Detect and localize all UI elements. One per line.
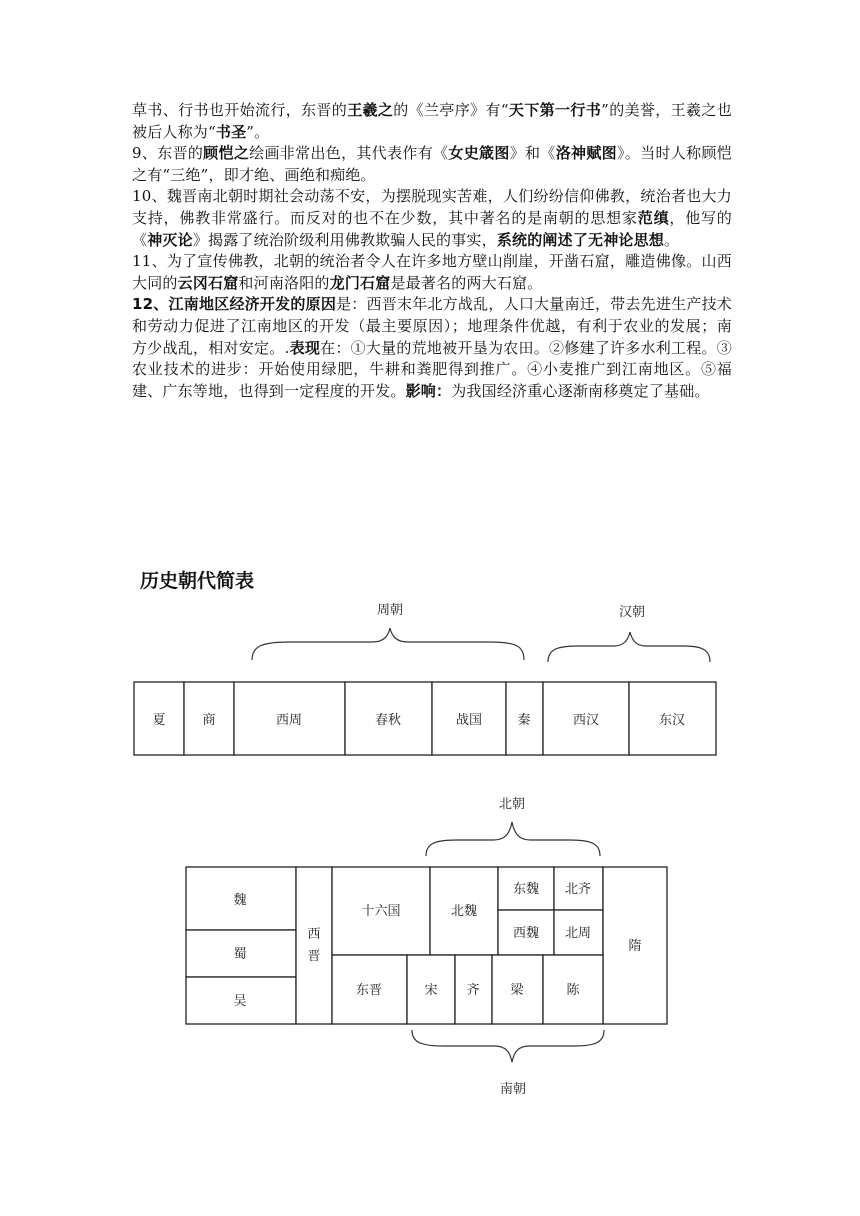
label-shiliuguo: 十六国 [361, 904, 401, 919]
label-xia: 夏 [152, 713, 166, 728]
note-paragraph [132, 143, 732, 186]
bold-text: 王羲之 [347, 101, 394, 119]
label-sui: 隋 [628, 939, 642, 954]
bold-text: 12、江南地区经济开发的原因 [132, 295, 337, 314]
text-run: 和河南洛阳的 [238, 273, 330, 292]
text-run: ”。 [246, 122, 270, 141]
text-run: 为我国经济重心逐渐南移奠定了基础。 [451, 381, 710, 400]
bold-text: 龙门石窟 [329, 273, 391, 292]
label-chen: 陈 [566, 983, 580, 998]
label-xihan: 西汉 [572, 713, 600, 728]
label-wu: 吴 [233, 994, 247, 1009]
han-brace-label: 汉朝 [618, 605, 646, 620]
label-qi: 齐 [466, 983, 480, 998]
label-beiqi: 北齐 [564, 882, 592, 897]
text-run: 草书、行书也开始流行，东晋的 [132, 101, 348, 119]
label-beizhou: 北周 [564, 926, 592, 941]
north-brace [426, 822, 600, 856]
bold-text: 天下第一行书 [508, 101, 602, 119]
text-run: 的《兰亭序》有“ [393, 101, 509, 119]
bold-text: 表现 [289, 338, 321, 357]
note-paragraph [132, 294, 732, 402]
bold-text: 云冈石窟 [177, 273, 239, 292]
text-run: 是最著名的两大石窟。 [390, 273, 543, 292]
label-xijin-2: 晋 [307, 949, 321, 964]
text-run: 10、魏晋南北朝时期社会动荡不安，为摆脱现实苦难，人们纷纷信仰佛教，统治者也大力支持，佛教非常盛行。而反对的也不在少数，其中著名的是南朝的思想家 [132, 187, 732, 227]
han-brace [548, 632, 710, 662]
label-dongwei: 东魏 [512, 882, 540, 897]
text-run: ，他写的《 [132, 208, 733, 249]
text-run: 。 [664, 230, 680, 249]
south-brace [412, 1030, 604, 1062]
bold-text: 范缜 [637, 208, 670, 227]
label-chunqiu: 春秋 [374, 713, 402, 728]
label-qin: 秦 [517, 713, 531, 728]
label-liang: 梁 [510, 983, 524, 998]
cell-xijin [296, 867, 332, 1024]
bold-text: 影响： [405, 381, 452, 400]
bold-text: 系统的阐述了无神论思想 [496, 230, 665, 249]
bold-text: 神灭论 [147, 230, 193, 249]
label-xijin-1: 西 [307, 927, 321, 942]
bold-text: 女史箴图 [448, 144, 510, 163]
south-brace-label: 南朝 [499, 1082, 527, 1097]
text-run: 在：①大量的荒地被开垦为农田。②修建了许多水利工程。③农业技术的进步：开始使用绿肥，牛耕和粪肥得到推广。④小麦推广到江南地区。⑤福建、广东等地，也得到一定程度的开发。 [132, 338, 732, 400]
text-run: 》。当时人称顾恺之有“三绝”，即才绝、画绝和痴绝。 [132, 144, 732, 184]
label-donghan: 东汉 [658, 713, 686, 728]
text-run: 》和《 [509, 144, 556, 163]
zhou-brace-label: 周朝 [376, 603, 404, 618]
label-wei: 魏 [233, 893, 247, 908]
zhou-brace [252, 628, 524, 660]
text-run: 11、为了宣传佛教，北朝的统治者令人在许多地方壁山削崖，开凿石窟，雕造佛像。山西大同的 [132, 252, 732, 292]
text-run: 》揭露了统治阶级利用佛教欺骗人民的事实， [192, 230, 497, 249]
north-brace-label: 北朝 [498, 797, 526, 812]
label-song: 宋 [424, 983, 438, 998]
label-dongjin: 东晋 [355, 983, 383, 998]
bold-text: 洛神赋图 [555, 144, 617, 163]
text-run: ”的美誉，王羲之也被后人称为“ [132, 101, 732, 141]
text-run: 9、东晋的 [132, 144, 204, 163]
text-run: 是：西晋末年北方战乱，人口大量南迁，带去先进生产技术和劳动力促进了江南地区的开发（最主要原因）；地理条件优越，有利于农业的发展；南方少战乱，相对安定。. [132, 295, 732, 357]
label-xizhou: 西周 [275, 713, 303, 728]
label-shu: 蜀 [233, 947, 247, 962]
notes-text [132, 100, 732, 402]
label-zhanguo: 战国 [455, 713, 483, 728]
dynasty-chart-early [0, 590, 860, 770]
note-paragraph [132, 186, 732, 251]
label-shang: 商 [202, 713, 216, 728]
label-beiwei: 北魏 [450, 904, 478, 919]
note-paragraph [132, 100, 732, 143]
text-run: 绘画非常出色，其代表作有《 [249, 144, 449, 163]
note-paragraph [132, 251, 732, 294]
label-xiwei: 西魏 [512, 926, 540, 941]
dynasty-chart-later [0, 790, 860, 1110]
section-title: 历史朝代简表 [140, 570, 255, 592]
bold-text: 顾恺之 [203, 144, 250, 163]
bold-text: 书圣 [215, 122, 247, 141]
